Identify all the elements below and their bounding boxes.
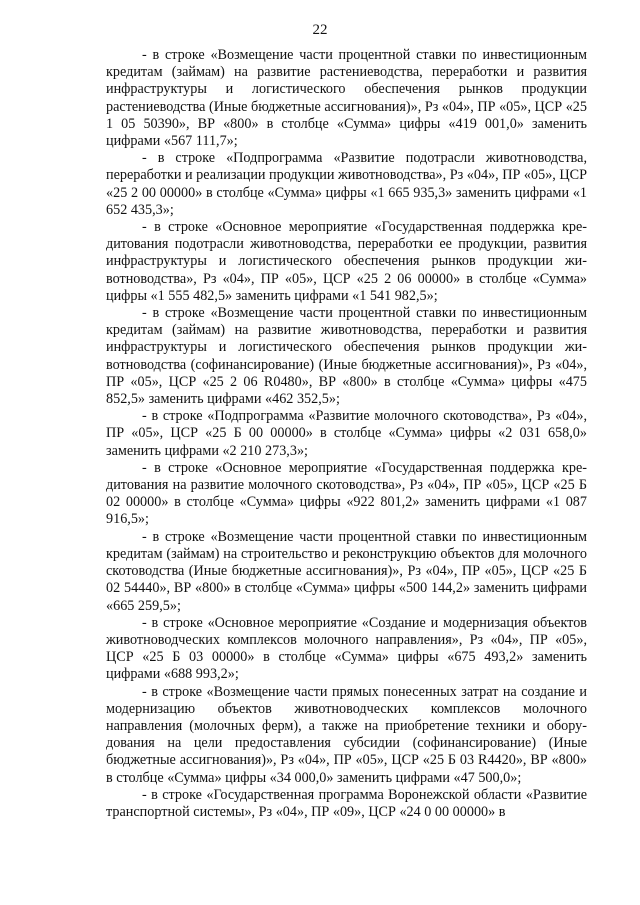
paragraph-5: - в строке «Подпрограмма «Развитие молочного скотоводства», Рз «04», ПР «05», ЦСР «25 Б 00 00000» в столбце «Сумма» цифры «2 031 658,0» заменить цифрами «2 210 273,3»; [106, 408, 587, 459]
paragraph-8: - в строке «Основное мероприятие «Создание и модернизация объектов животноводческих комплексов молочного направления», Рз «04», ПР «05», ЦСР «25 Б 03 00000» в столбце «Сумма» цифры «675 493,2» заменить цифрами «688 993,2»; [106, 614, 587, 683]
paragraph-9: - в строке «Возмещение части прямых понесенных затрат на создание и модернизацию объектов животноводческих комплексов молочного направления (молочных ферм), а также на приобретение техники и оборудования на цели предоставления субсидии (софинансирование) (Иные бюджетные ассигнования)», Рз «04», ПР «05», ЦСР «25 Б 03 R4420», ВР «800» в столбце «Сумма» цифры «34 000,0» заменить цифрами «47 500,0»; [106, 683, 587, 786]
paragraph-3: - в строке «Основное мероприятие «Государственная поддержка кредитования подотрасли животноводства, переработки ее продукции, развития инфраструктуры и логистического обеспечения рынков продукции животноводства», Рз «04», ПР «05», ЦСР «25 2 06 00000» в столбце «Сумма» цифры «1 555 482,5» заменить цифрами «1 541 982,5»; [106, 219, 587, 304]
paragraph-2: - в строке «Подпрограмма «Развитие подотрасли животноводства, переработки и реализации продукции животноводства», Рз «04», ПР «05», ЦСР «25 2 00 00000» в столбце «Сумма» цифры «1 665 935,3» заменить цифрами «1 652 435,3»; [106, 150, 588, 218]
paragraph-1: - в строке «Возмещение части процентной ставки по инвестиционным кредитам (займам) на развитие растениеводства, переработки и развития инфраструктуры и логистического обеспечения рынков продукции растениеводства (Иные бюджетные ассигнования)», Рз «04», ПР «05», ЦСР «25 1 05 50390», ВР «800» в столбце «Сумма» цифры «419 001,0» заменить цифрами «567 111,7»; [106, 47, 587, 150]
paragraph-7: - в строке «Возмещение части процентной ставки по инвестиционным кредитам (займам) на строительство и реконструкцию объектов для молочного скотоводства (Иные бюджетные ассигнования)», Рз «04», ПР «05», ЦСР «25 Б 02 54440», ВР «800» в столбце «Сумма» цифры «500 144,2» заменить цифрами «665 259,5»; [106, 528, 587, 614]
paragraph-10: - в строке «Государственная программа Воронежской области «Развитие транспортной системы», Рз «04», ПР «09», ЦСР «24 0 00 00000» в [106, 786, 587, 820]
page-number: 22 [312, 22, 328, 38]
document-body [106, 47, 587, 821]
paragraph-6: - в строке «Основное мероприятие «Государственная поддержка кредитования на развитие молочного скотоводства», Рз «04», ПР «05», ЦСР «25 Б 02 00000» в столбце «Сумма» цифры «922 801,2» заменить цифрами «1 087 916,5»; [106, 459, 587, 528]
paragraph-4: - в строке «Возмещение части процентной ставки по инвестиционным кредитам (займам) на развитие животноводства, переработки и развития инфраструктуры и логистического обеспечения рынков продукции животноводства (софинансирование) (Иные бюджетные ассигнования)», Рз «04», ПР «05», ЦСР «25 2 06 R0480», ВР «800» в столбце «Сумма» цифры «475 852,5» заменить цифрами «462 352,5»; [106, 305, 587, 408]
